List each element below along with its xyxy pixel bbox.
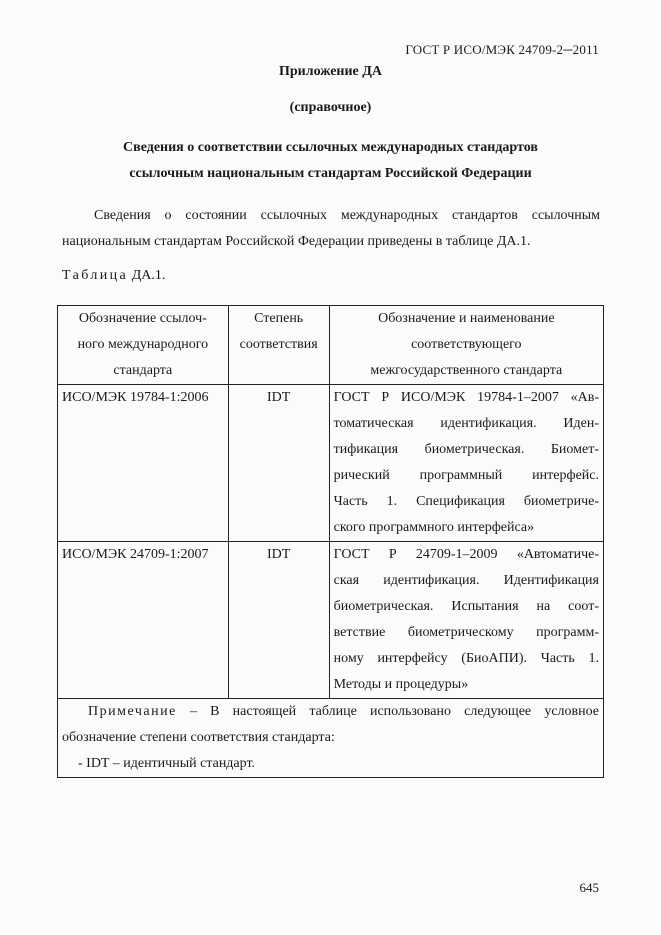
standard-code-header: ГОСТ Р ИСО/МЭК 24709-2─2011	[405, 42, 599, 57]
row-degree: IDT	[228, 542, 329, 699]
note-label: Примечание	[88, 704, 177, 719]
table-note	[58, 699, 604, 778]
table-row	[58, 542, 604, 699]
header-cell-national-standard: Обозначение и наименование соответствующего межгосударственного стандарта	[329, 306, 603, 385]
table-header-row	[58, 306, 604, 385]
intro-line1: Сведения о состоянии ссылочных международных стандартов ссылочным	[94, 208, 600, 223]
table-caption	[62, 268, 165, 284]
intro-paragraph	[62, 203, 600, 255]
table-note-row	[58, 699, 604, 778]
header-cell-degree: Степень соответствия	[228, 306, 329, 385]
row-degree: IDT	[228, 385, 329, 542]
table-caption-number: ДА.1.	[131, 268, 166, 283]
note-line3: - IDT – идентичный стандарт.	[78, 756, 256, 771]
table-row	[58, 385, 604, 542]
row-national-standard: ГОСТ Р 24709-1–2009 «Автоматиче- ская идентификация. Идентификация биометрическая. Испытания на соот- ветствие биометрическому программ- ному интерфейсу (БиоАПИ). Часть 1. Методы и процедуры»	[329, 542, 603, 699]
row-designation: ИСО/МЭК 19784-1:2006	[58, 385, 229, 542]
correspondence-table	[57, 305, 604, 778]
section-title-line1: Сведения о соответствии ссылочных международных стандартов	[123, 140, 538, 155]
header-cell-designation: Обозначение ссылоч- ного международного стандарта	[58, 306, 229, 385]
note-line2: обозначение степени соответствия стандарта:	[62, 730, 335, 745]
row-designation: ИСО/МЭК 24709-1:2007	[58, 542, 229, 699]
page-number: 645	[579, 880, 599, 895]
appendix-subtitle: (справочное)	[289, 100, 372, 115]
table-caption-word: Таблица	[62, 268, 129, 283]
intro-line2: национальным стандартам Российской Федерации приведены в таблице ДА.1.	[62, 234, 531, 249]
appendix-title: Приложение ДА	[278, 64, 383, 79]
note-line1: – В настоящей таблице использовано следующее условное	[176, 704, 599, 719]
section-title-line2: ссылочным национальным стандартам Российской Федерации	[129, 166, 532, 181]
row-national-standard: ГОСТ Р ИСО/МЭК 19784-1–2007 «Ав- томатическая идентификация. Иден- тификация биометрическая. Биомет- рический программный интерфейс. Часть 1. Спецификация биометриче- ского программного интерфейса»	[329, 385, 603, 542]
